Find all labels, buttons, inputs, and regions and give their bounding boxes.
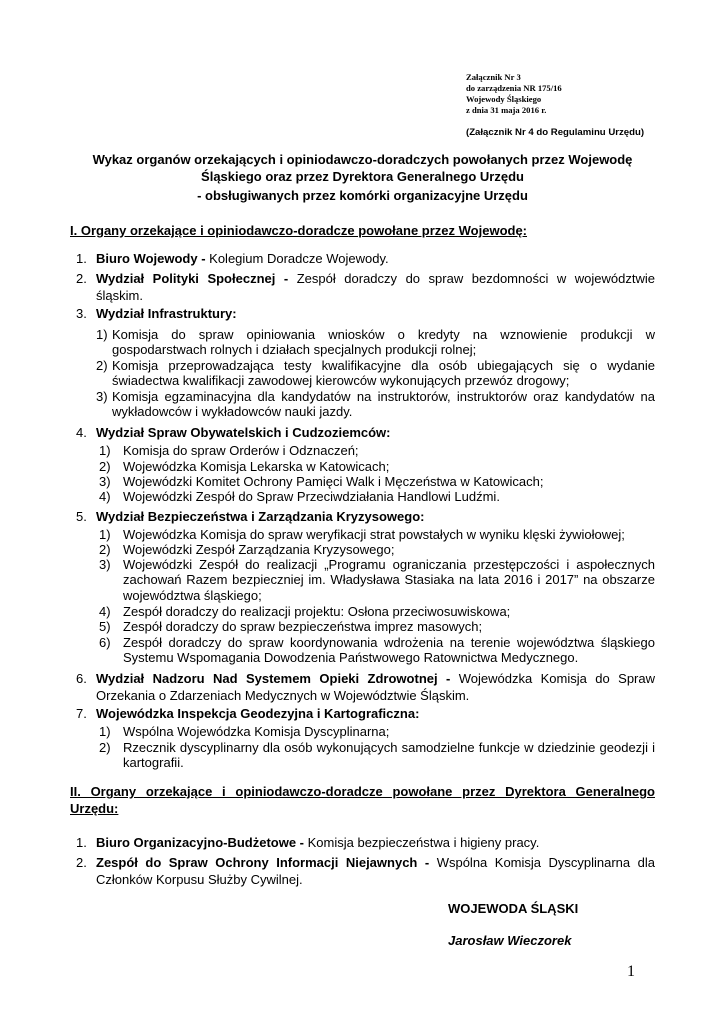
sub-item xyxy=(96,358,655,389)
list-item xyxy=(70,250,655,267)
item-number: 2. xyxy=(76,271,87,286)
sub-text: Zespół doradczy do spraw koordynowania wdrożenia na terenie województwa śląskiego Systemu Wspomagania Dowodzenia Państwowego Ratownictwa Medycznego. xyxy=(123,635,655,666)
sub-number: 2) xyxy=(99,542,111,557)
unit-name: Wydział Bezpieczeństwa i Zarządzania Kryzysowego: xyxy=(96,509,425,524)
sub-number: 4) xyxy=(99,489,111,504)
unit-name: Wydział Spraw Obywatelskich i Cudzoziemców: xyxy=(96,425,391,440)
list-item xyxy=(70,508,655,525)
item-number: 6. xyxy=(76,671,87,686)
item-number: 4. xyxy=(76,425,87,440)
annex-line: z dnia 31 maja 2016 r. xyxy=(466,105,547,115)
document-subtitle: - obsługiwanych przez komórki organizacyjne Urzędu xyxy=(197,188,528,203)
sub-item xyxy=(99,474,655,489)
sub-item xyxy=(96,389,655,420)
item-text: Zespół doradczy do spraw bezdomności w województwie śląskim. xyxy=(96,271,655,303)
sub-item xyxy=(99,635,655,666)
annex-line: do zarządzenia NR 175/16 xyxy=(466,83,562,93)
sub-text: Wojewódzka Komisja do spraw weryfikacji strat powstałych w wyniku klęski żywiołowej; xyxy=(123,527,625,542)
sub-number: 1) xyxy=(96,327,108,342)
unit-name: Wydział Polityki Społecznej - xyxy=(96,271,289,286)
sub-text: Zespół doradczy do spraw bezpieczeństwa imprez masowych; xyxy=(123,619,483,634)
item-number: 2. xyxy=(76,855,87,870)
list-item xyxy=(70,670,655,704)
sub-text: Komisja do spraw Orderów i Odznaczeń; xyxy=(123,443,359,458)
list-item xyxy=(70,854,655,888)
sub-text: Komisja przeprowadzająca testy kwalifikacyjne dla osób ubiegających się o wydanie świadectwa kwalifikacji zawodowej kierowców wykonujących przewóz drogowy; xyxy=(112,358,655,389)
sub-item xyxy=(99,604,655,619)
section-heading: II. Organy orzekające i opiniodawczo-doradcze powołane przez Dyrektora Generalnego Urzędu: xyxy=(70,784,655,816)
item-text: Komisja bezpieczeństwa i higieny pracy. xyxy=(304,835,540,850)
annex-header xyxy=(466,72,562,116)
sub-text: Wspólna Wojewódzka Komisja Dyscyplinarna; xyxy=(123,724,390,739)
sub-number: 1) xyxy=(99,443,111,458)
unit-name: Biuro Organizacyjno-Budżetowe - xyxy=(96,835,305,850)
section-heading: I. Organy orzekające i opiniodawczo-doradcze powołane przez Wojewodę: xyxy=(70,223,528,238)
sub-number: 3) xyxy=(99,474,111,489)
list-item xyxy=(70,834,655,851)
sub-item xyxy=(99,489,655,504)
signature-office: WOJEWODA ŚLĄSKI xyxy=(448,901,579,916)
annex-line: Wojewody Śląskiego xyxy=(466,94,542,104)
sub-text: Wojewódzki Zespół do Spraw Przeciwdziałania Handlowi Ludźmi. xyxy=(123,489,500,504)
unit-name: Biuro Wojewody - xyxy=(96,251,206,266)
item-number: 5. xyxy=(76,509,87,524)
sub-text: Wojewódzki Komitet Ochrony Pamięci Walk i Męczeństwa w Katowicach; xyxy=(123,474,544,489)
sub-text: Rzecznik dyscyplinarny dla osób wykonujących samodzielne funkcje w dziedzinie geodezji i kartografii. xyxy=(123,740,655,771)
sub-item xyxy=(99,740,655,771)
sub-item xyxy=(99,619,655,634)
sub-item xyxy=(99,443,655,458)
list-item xyxy=(70,424,655,441)
sub-number: 2) xyxy=(99,459,111,474)
sub-number: 3) xyxy=(99,557,111,572)
item-text: Wspólna Komisja Dyscyplinarna dla Członków Korpusu Służby Cywilnej. xyxy=(96,855,655,887)
sub-text: Wojewódzki Zespół Zarządzania Kryzysowego; xyxy=(123,542,395,557)
list-item xyxy=(70,705,655,722)
annex-line: Załącznik Nr 3 xyxy=(466,72,521,82)
sub-number: 6) xyxy=(99,635,111,650)
sub-item xyxy=(99,459,655,474)
sub-text: Zespół doradczy do realizacji projektu: Osłona przeciwosuwiskowa; xyxy=(123,604,511,619)
list-item xyxy=(70,270,655,304)
sub-number: 1) xyxy=(99,724,111,739)
unit-name: Zespół do Spraw Ochrony Informacji Niejawnych - xyxy=(96,855,430,870)
sub-item xyxy=(99,557,655,603)
sub-item xyxy=(99,724,655,739)
signature-name: Jarosław Wieczorek xyxy=(448,933,572,948)
sub-number: 3) xyxy=(96,389,108,404)
item-number: 3. xyxy=(76,306,87,321)
unit-name: Wojewódzka Inspekcja Geodezyjna i Kartograficzna: xyxy=(96,706,420,721)
sub-item xyxy=(99,527,655,542)
sub-number: 2) xyxy=(96,358,108,373)
sub-text: Komisja do spraw opiniowania wniosków o kredyty na wznowienie produkcji w gospodarstwach rolnych i działach specjalnych produkcji rolnej; xyxy=(112,327,655,358)
annex-reference: (Załącznik Nr 4 do Regulaminu Urzędu) xyxy=(466,127,645,138)
sub-number: 1) xyxy=(99,527,111,542)
item-text: Wojewódzka Komisja do Spraw Orzekania o Zdarzeniach Medycznych w Województwie Śląskim. xyxy=(96,671,655,703)
list-item xyxy=(70,305,655,322)
sub-number: 2) xyxy=(99,740,111,755)
item-number: 1. xyxy=(76,835,87,850)
item-number: 1. xyxy=(76,251,87,266)
document-title: Wykaz organów orzekających i opiniodawczo-doradczych powołanych przez Wojewodę Śląskiego oraz przez Dyrektora Generalnego Urzędu xyxy=(92,152,633,184)
item-number: 7. xyxy=(76,706,87,721)
page-number: 1 xyxy=(627,963,635,980)
item-text: Kolegium Doradcze Wojewody. xyxy=(205,251,389,266)
sub-number: 4) xyxy=(99,604,111,619)
sub-item xyxy=(99,542,655,557)
unit-name: Wydział Nadzoru Nad Systemem Opieki Zdrowotnej - xyxy=(96,671,451,686)
sub-text: Komisja egzaminacyjna dla kandydatów na instruktorów, instruktorów oraz kandydatów na wykładowców i wykładowców nauki jazdy. xyxy=(112,389,655,420)
sub-text: Wojewódzka Komisja Lekarska w Katowicach; xyxy=(123,459,390,474)
unit-name: Wydział Infrastruktury: xyxy=(96,306,237,321)
sub-number: 5) xyxy=(99,619,111,634)
sub-item xyxy=(96,327,655,358)
sub-text: Wojewódzki Zespół do realizacji „Programu ograniczania przestępczości i aspołecznych zachowań Razem bezpieczniej im. Władysława Stasiaka na lata 2016 i 2017” na obszarze województwa śląskiego; xyxy=(123,557,655,603)
